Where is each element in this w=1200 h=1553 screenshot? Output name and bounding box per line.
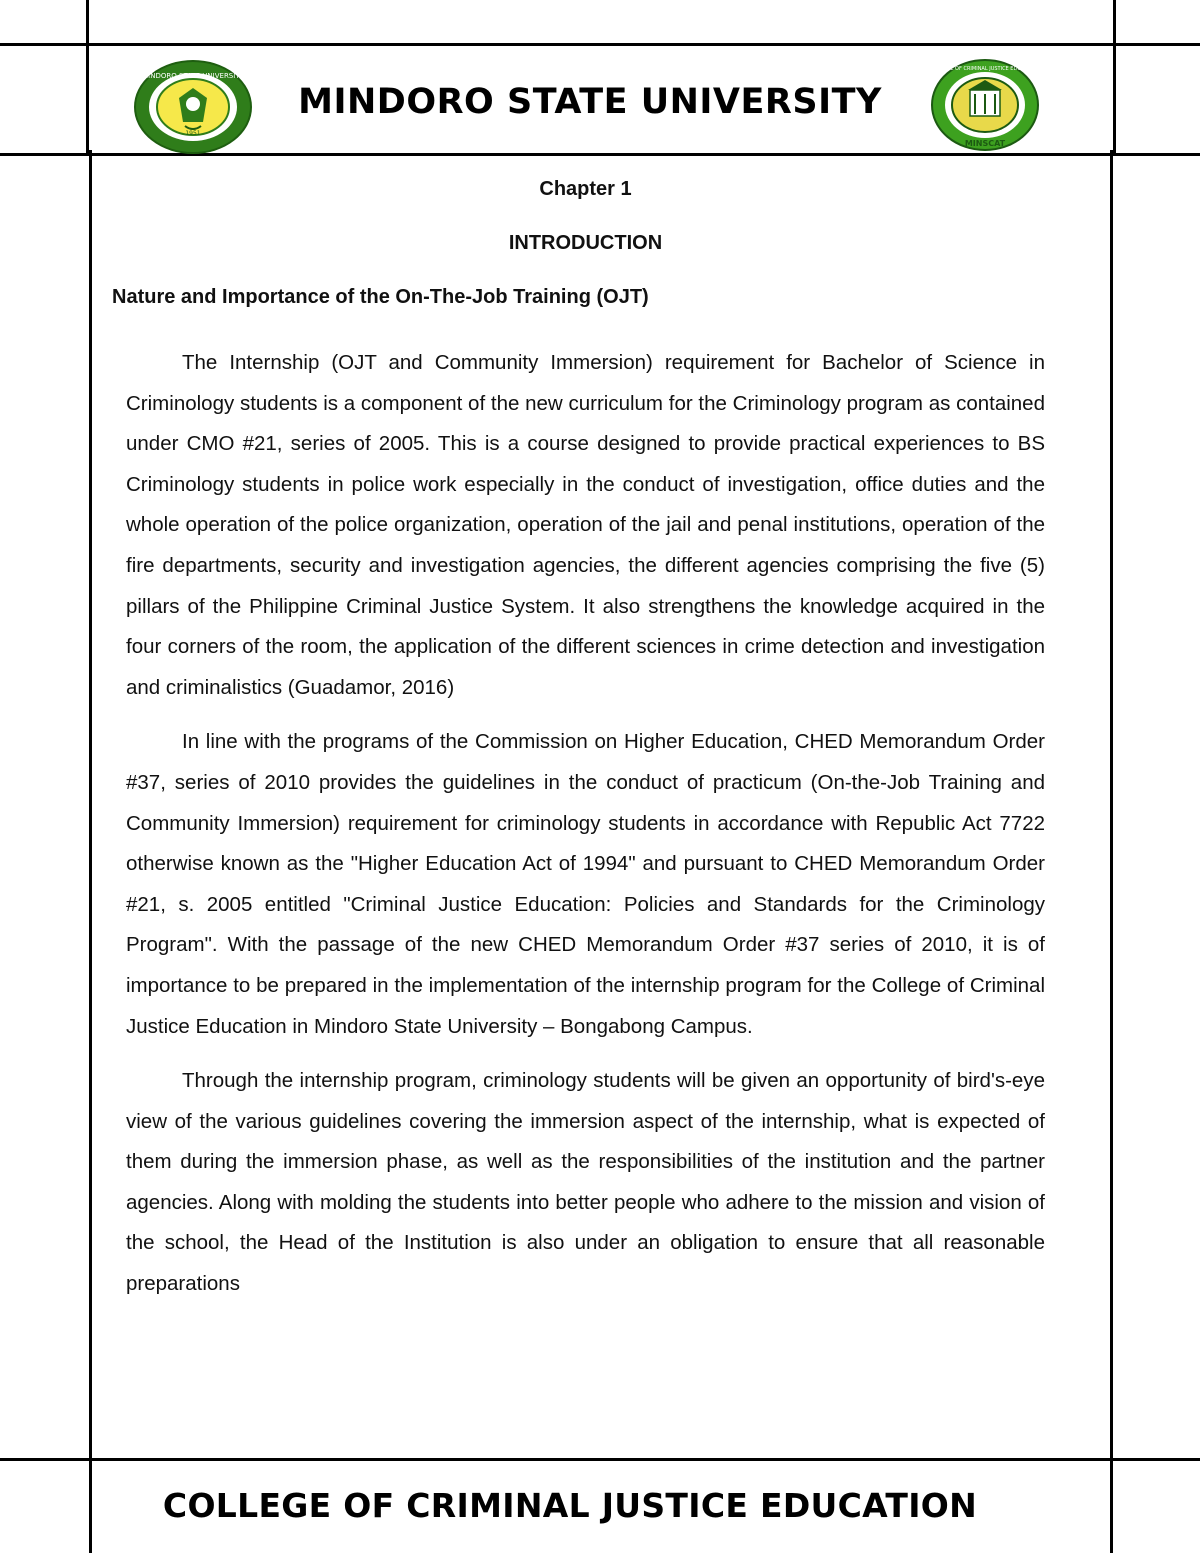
svg-text:1951: 1951 [185,130,201,137]
college-seal-logo [930,58,1040,153]
frame-line-left-main [89,150,92,1553]
svg-text:MINSCAT: MINSCAT [964,139,1006,148]
section-heading: Nature and Importance of the On-The-Job Training (OJT) [112,286,649,308]
frame-line-left-top [86,0,89,156]
chapter-label: Chapter 1 [539,178,632,200]
university-seal-logo [133,60,253,155]
chapter-title: INTRODUCTION [508,232,663,254]
document-body [112,170,1045,1305]
paragraph-3: Through the internship program, criminology students will be given an opportunity of bird's-eye view of the various guidelines covering the immersion aspect of the internship, what is expected of them during the immersion phase, as well as the responsibilities of the institution and the partner agencies. Along with molding the students into better people who adhere to the mission and vision of the school, the Head of the Institution is also under an obligation to ensure that all reasonable preparations [126,1069,1045,1296]
university-title: MINDORO STATE UNIVERSITY [298,82,882,122]
college-footer-title: COLLEGE OF CRIMINAL JUSTICE EDUCATION [162,1486,978,1525]
svg-text:MINDORO STATE UNIVERSITY: MINDORO STATE UNIVERSITY [142,72,244,80]
paragraph-2: In line with the programs of the Commission on Higher Education, CHED Memorandum Order #37, series of 2010 provides the guidelines in the conduct of practicum (On-the-Job Training and Community Immersion) requirement for criminology students in accordance with Republic Act 7722 otherwise known as the "Higher Education Act of 1994" and pursuant to CHED Memorandum Order #21, s. 2005 entitled "Criminal Justice Education: Policies and Standards for the Criminology Program". With the passage of the new CHED Memorandum Order #37 series of 2010, it is of importance to be prepared in the implementation of the internship program for the College of Criminal Justice Education in Mindoro State University – Bongabong Campus. [126,730,1045,1038]
frame-line-header-top [0,43,1200,46]
frame-line-footer-top [0,1458,1200,1461]
svg-text:COLLEGE OF CRIMINAL JUSTICE ED: COLLEGE OF CRIMINAL JUSTICE EDUCATION [930,66,1040,72]
paragraph-1: The Internship (OJT and Community Immersion) requirement for Bachelor of Science in Criminology students is a component of the new curriculum for the Criminology program as contained under CMO #21, series of 2005. This is a course designed to provide practical experiences to BS Criminology students in police work especially in the conduct of investigation, office duties and the whole operation of the police organization, operation of the jail and penal institutions, operation of the fire departments, security and investigation agencies, the different agencies comprising the five (5) pillars of the Philippine Criminal Justice System. It also strengthens the knowledge acquired in the four corners of the room, the application of the different sciences in crime detection and investigation and criminalistics (Guadamor, 2016) [126,351,1045,699]
frame-line-right-top [1113,0,1116,156]
frame-line-right-main [1110,150,1113,1553]
